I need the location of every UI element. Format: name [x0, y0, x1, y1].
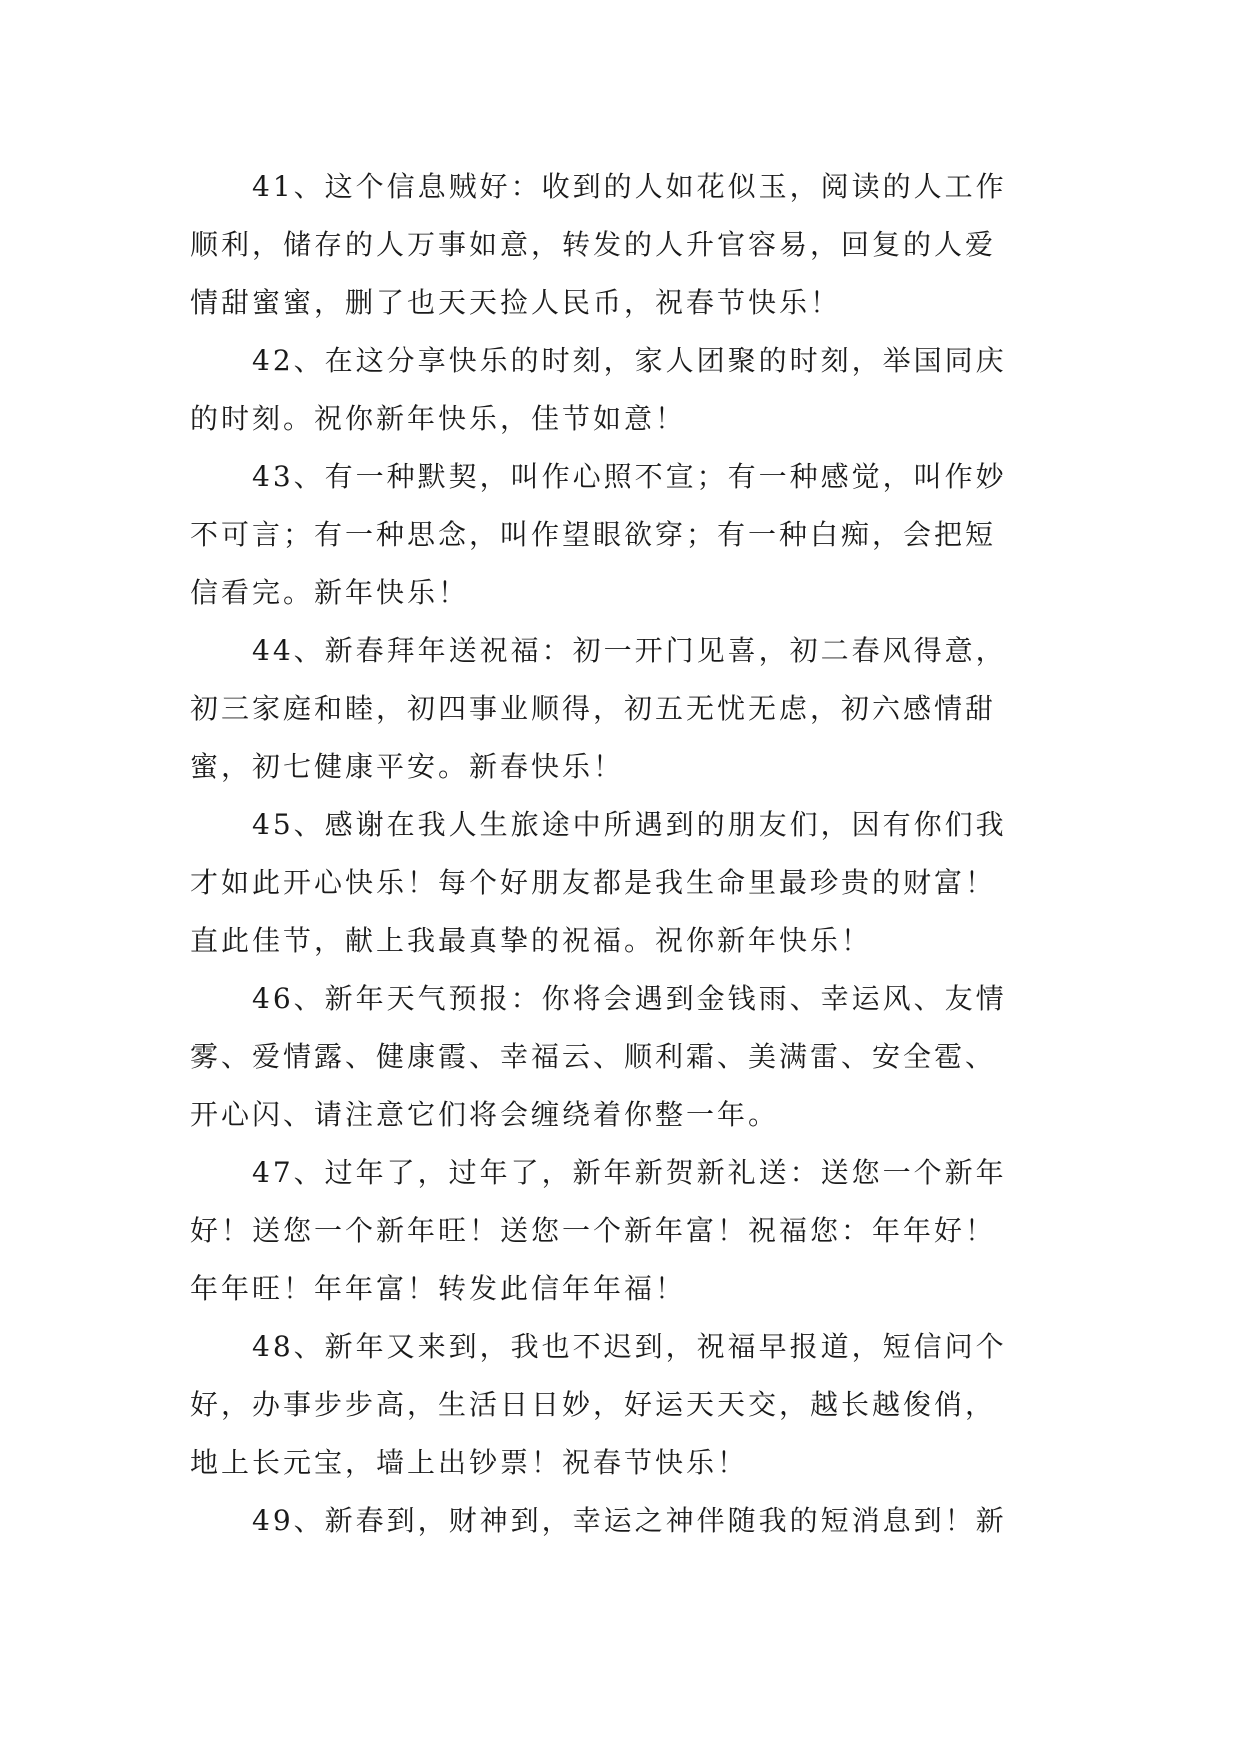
text-line: 信看完。新年快乐！ — [190, 576, 470, 609]
paragraph-44 — [190, 622, 1060, 796]
text-line: 49、新春到，财神到，幸运之神伴随我的短消息到！新 — [252, 1504, 1007, 1537]
text-line: 好，办事步步高，生活日日妙，好运天天交，越长越俊俏， — [190, 1388, 997, 1421]
paragraph-45 — [190, 796, 1060, 970]
text-line: 48、新年又来到，我也不迟到，祝福早报道，短信问个 — [252, 1330, 1007, 1363]
text-line: 雾、爱情露、健康霞、幸福云、顺利霜、美满雷、安全雹、 — [190, 1040, 997, 1073]
text-line: 不可言；有一种思念，叫作望眼欲穿；有一种白痴，会把短 — [190, 518, 997, 551]
text-line: 情甜蜜蜜，删了也天天捡人民币，祝春节快乐！ — [190, 286, 842, 319]
text-line: 开心闪、请注意它们将会缠绕着你整一年。 — [190, 1098, 780, 1131]
text-line: 44、新春拜年送祝福：初一开门见喜，初二春风得意， — [252, 634, 1007, 667]
text-line: 45、感谢在我人生旅途中所遇到的朋友们，因有你们我 — [252, 808, 1007, 841]
text-line: 顺利，储存的人万事如意，转发的人升官容易，回复的人爱 — [190, 228, 997, 261]
text-line: 的时刻。祝你新年快乐，佳节如意！ — [190, 402, 687, 435]
paragraph-47 — [190, 1144, 1060, 1318]
text-line: 直此佳节，献上我最真挚的祝福。祝你新年快乐！ — [190, 924, 873, 957]
text-line: 好！送您一个新年旺！送您一个新年富！祝福您：年年好！ — [190, 1214, 997, 1247]
paragraph-42 — [190, 332, 1060, 448]
paragraph-43 — [190, 448, 1060, 622]
paragraph-48 — [190, 1318, 1060, 1492]
text-line: 46、新年天气预报：你将会遇到金钱雨、幸运风、友情 — [252, 982, 1007, 1015]
text-line: 年年旺！年年富！转发此信年年福！ — [190, 1272, 687, 1305]
paragraph-49 — [190, 1492, 1060, 1550]
text-line: 42、在这分享快乐的时刻，家人团聚的时刻，举国同庆 — [252, 344, 1007, 377]
text-line: 初三家庭和睦，初四事业顺得，初五无忧无虑，初六感情甜 — [190, 692, 997, 725]
paragraph-41 — [190, 158, 1060, 332]
text-line: 41、这个信息贼好：收到的人如花似玉，阅读的人工作 — [252, 170, 1007, 203]
text-line: 47、过年了，过年了，新年新贺新礼送：送您一个新年 — [252, 1156, 1007, 1189]
text-line: 才如此开心快乐！每个好朋友都是我生命里最珍贵的财富！ — [190, 866, 997, 899]
document-body — [190, 158, 1060, 1550]
paragraph-46 — [190, 970, 1060, 1144]
text-line: 地上长元宝，墙上出钞票！祝春节快乐！ — [190, 1446, 749, 1479]
text-line: 43、有一种默契，叫作心照不宣；有一种感觉，叫作妙 — [252, 460, 1007, 493]
text-line: 蜜，初七健康平安。新春快乐！ — [190, 750, 625, 783]
